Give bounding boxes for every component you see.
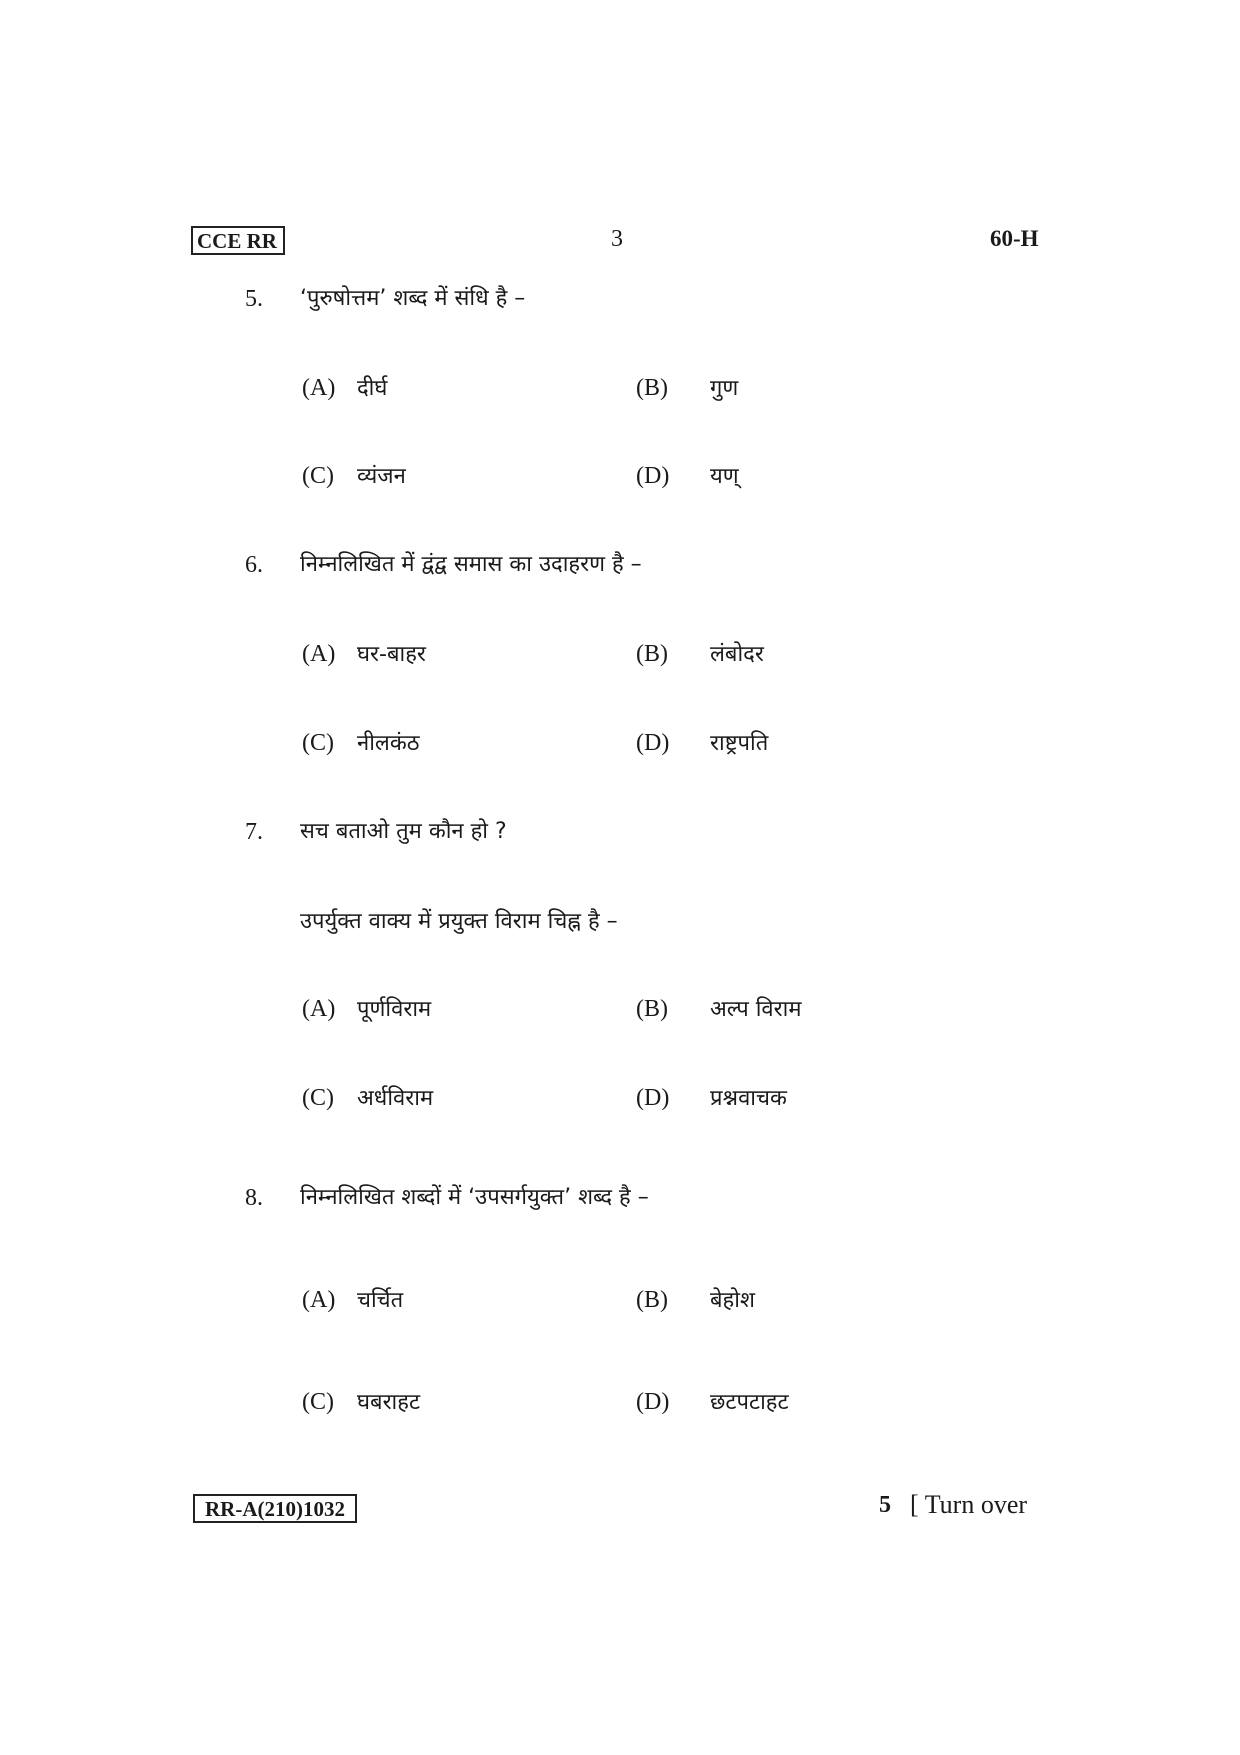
- page-count: 5: [879, 1492, 891, 1518]
- question-number: 5.: [245, 286, 263, 312]
- option-label: (A): [302, 996, 336, 1022]
- option-label: (D): [636, 463, 670, 489]
- question-number: 7.: [245, 819, 263, 845]
- option-text: छटपटाहट: [710, 1390, 789, 1415]
- question-text: निम्नलिखित शब्दों में ‘उपसर्गयुक्त’ शब्द है –: [300, 1185, 649, 1210]
- option-text: राष्ट्रपति: [710, 731, 769, 756]
- option-label: (B): [636, 375, 668, 401]
- question-number: 8.: [245, 1185, 263, 1211]
- option-text: अर्धविराम: [357, 1086, 434, 1111]
- option-label: (B): [636, 996, 668, 1022]
- option-text: अल्प विराम: [710, 997, 802, 1022]
- option-label: (C): [302, 1085, 334, 1111]
- option-label: (C): [302, 730, 334, 756]
- option-text: चर्चित: [357, 1288, 404, 1313]
- question-number: 6.: [245, 552, 263, 578]
- option-label: (A): [302, 641, 336, 667]
- subject-code: 60-H: [990, 226, 1039, 251]
- option-label: (C): [302, 463, 334, 489]
- option-label: (C): [302, 1389, 334, 1415]
- booklet-code-box: RR-A(210)1032: [193, 1494, 357, 1523]
- option-text: घबराहट: [357, 1390, 421, 1415]
- option-text: यण्: [710, 464, 739, 489]
- option-label: (D): [636, 1389, 670, 1415]
- option-label: (B): [636, 1287, 668, 1313]
- option-text: लंबोदर: [710, 642, 764, 667]
- question-text: निम्नलिखित में द्वंद्व समास का उदाहरण है –: [300, 552, 642, 577]
- paper-code-box: CCE RR: [191, 226, 285, 255]
- option-text: घर-बाहर: [357, 642, 426, 667]
- option-text: गुण: [710, 376, 739, 401]
- turn-over-label: [ Turn over: [910, 1490, 1028, 1519]
- option-text: नीलकंठ: [357, 731, 420, 756]
- option-text: पूर्णविराम: [357, 997, 432, 1022]
- option-text: दीर्घ: [357, 376, 388, 401]
- question-text: सच बताओ तुम कौन हो ?: [300, 819, 507, 844]
- question-text: ‘पुरुषोत्तम’ शब्द में संधि है –: [300, 286, 526, 311]
- option-label: (A): [302, 375, 336, 401]
- option-label: (A): [302, 1287, 336, 1313]
- page-number: 3: [611, 226, 623, 252]
- question-subtext: उपर्युक्त वाक्य में प्रयुक्त विराम चिह्न है –: [300, 909, 618, 934]
- option-label: (D): [636, 1085, 670, 1111]
- option-text: व्यंजन: [357, 464, 406, 489]
- option-label: (B): [636, 641, 668, 667]
- option-label: (D): [636, 730, 670, 756]
- option-text: बेहोश: [710, 1288, 755, 1313]
- option-text: प्रश्नवाचक: [710, 1086, 787, 1111]
